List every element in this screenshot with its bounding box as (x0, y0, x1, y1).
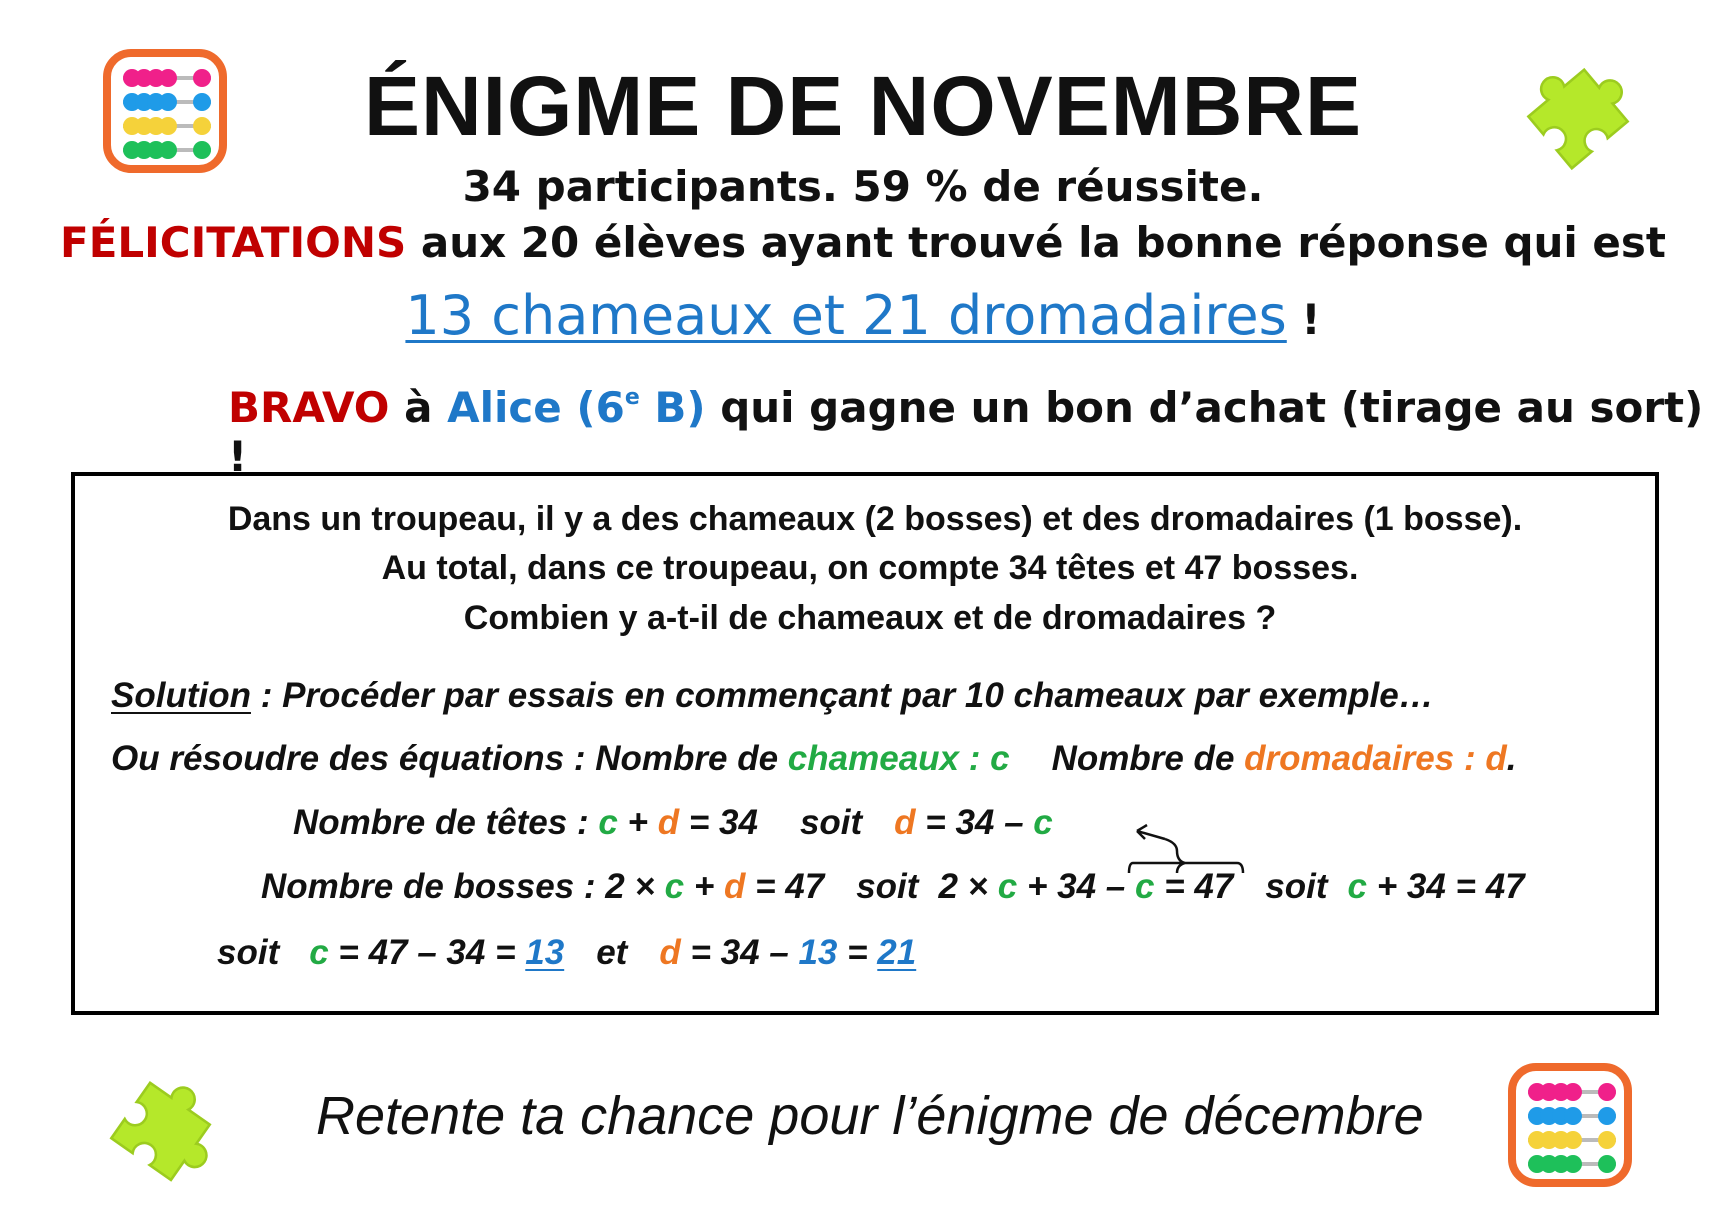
answer-text: 13 chameaux et 21 dromadaires (405, 284, 1287, 347)
page-title: ÉNIGME DE NOVEMBRE (363, 59, 1363, 153)
result-line: soit c = 47 – 34 = 13 et d = 34 – 13 = 21 (217, 933, 917, 972)
puzzle-piece-icon (1508, 48, 1638, 178)
bravo-a: à (389, 383, 448, 432)
winner-class: (6e B) (561, 383, 706, 432)
result-chameaux: 13 (525, 933, 565, 972)
winner-line (228, 383, 1726, 481)
congrats-text: aux 20 élèves ayant trouvé la bonne réponse qui est (406, 218, 1666, 267)
puzzle-piece-icon (100, 1060, 230, 1190)
abacus-icon (103, 49, 227, 173)
winner-name: Alice (447, 383, 562, 432)
participation-stats: 34 participants. 59 % de réussite. (462, 162, 1264, 211)
problem-line-2: Au total, dans ce troupeau, on compte 34 têtes et 47 bosses. (381, 549, 1359, 587)
answer-exclamation: ! (1286, 295, 1321, 344)
bravo-rest: qui gagne un bon d’achat (tirage au sort) ! (228, 383, 1704, 481)
footer-message: Retente ta chance pour l’énigme de décembre (316, 1086, 1424, 1146)
congratulations-line (0, 218, 1726, 267)
result-dromadaires: 21 (877, 933, 917, 972)
problem-box (71, 472, 1659, 1015)
equations-definition: Ou résoudre des équations : Nombre de chameaux : c Nombre de dromadaires : d. (111, 739, 1517, 778)
solution-label: Solution (111, 676, 251, 715)
solution-intro: Solution : Procéder par essais en commençant par 10 chameaux par exemple… (111, 676, 1434, 715)
answer-line (0, 284, 1726, 347)
problem-line-3: Combien y a-t-il de chameaux et de dromadaires ? (463, 599, 1277, 637)
abacus-icon (1508, 1063, 1632, 1187)
bravo-word: BRAVO (228, 383, 390, 432)
humps-equation: Nombre de bosses : 2 × c + d = 47 soit 2 × c + 34 – c = 47 soit c + 34 = 47 (261, 867, 1525, 906)
congrats-word: FÉLICITATIONS (60, 218, 407, 267)
heads-equation: Nombre de têtes : c + d = 34 soit d = 34 – c (293, 803, 1053, 842)
problem-line-1: Dans un troupeau, il y a des chameaux (2 bosses) et des dromadaires (1 bosse). (227, 500, 1523, 538)
